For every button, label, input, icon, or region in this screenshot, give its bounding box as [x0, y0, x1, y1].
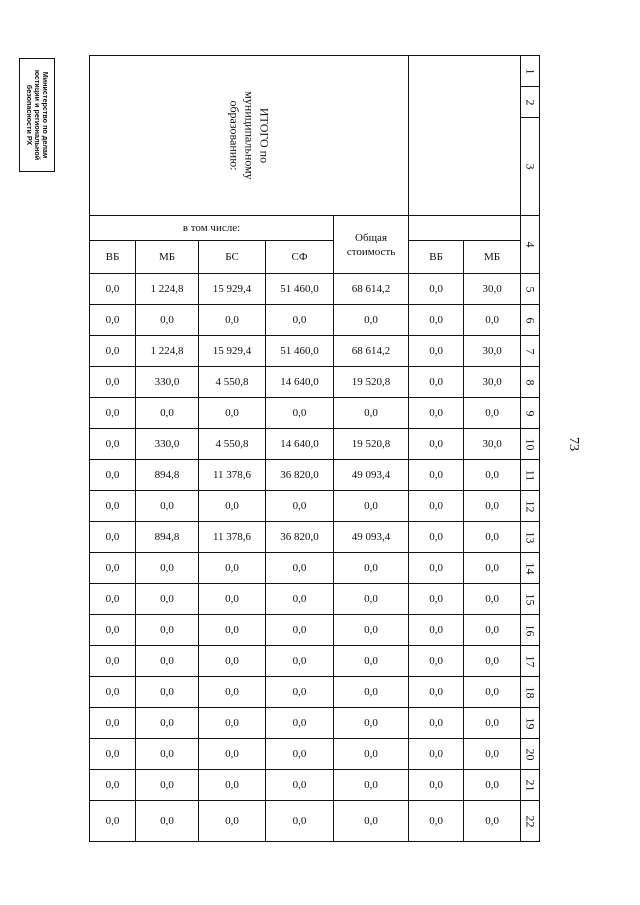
- row-index-label: 9: [523, 410, 538, 416]
- col-header-mb: МБ: [136, 241, 199, 274]
- value-right-mb: 30,0: [464, 367, 521, 398]
- index-cell: 4: [521, 216, 540, 274]
- row-index-label: 14: [523, 562, 538, 574]
- value-bs: 0,0: [199, 305, 266, 336]
- value-vb: 0,0: [90, 770, 136, 801]
- value-right-vb: 0,0: [409, 305, 464, 336]
- value-mb: 0,0: [136, 491, 199, 522]
- value-sf: 51 460,0: [266, 274, 334, 305]
- value-total: 0,0: [334, 584, 409, 615]
- in-total-label: в том числе:: [90, 216, 334, 241]
- table-body: [90, 274, 540, 842]
- value-right-mb: 0,0: [464, 305, 521, 336]
- row-index: [521, 367, 540, 398]
- value-sf: 0,0: [266, 553, 334, 584]
- value-total: 0,0: [334, 708, 409, 739]
- col-header-bs: БС: [199, 241, 266, 274]
- row-index-label: 16: [523, 624, 538, 636]
- value-mb: 0,0: [136, 646, 199, 677]
- value-bs: 11 378,6: [199, 522, 266, 553]
- table-row: [90, 336, 540, 367]
- col-header-right-mb: МБ: [464, 241, 521, 274]
- row-index: [521, 460, 540, 491]
- value-right-mb: 0,0: [464, 646, 521, 677]
- row-index-label: 20: [523, 748, 538, 760]
- row-index: [521, 305, 540, 336]
- table-row: [90, 522, 540, 553]
- value-bs: 0,0: [199, 677, 266, 708]
- table-row: [90, 274, 540, 305]
- value-right-mb: 0,0: [464, 677, 521, 708]
- value-mb: 0,0: [136, 553, 199, 584]
- value-right-vb: 0,0: [409, 646, 464, 677]
- value-sf: 0,0: [266, 739, 334, 770]
- value-vb: 0,0: [90, 522, 136, 553]
- budget-table: [89, 55, 540, 842]
- value-total: 0,0: [334, 646, 409, 677]
- value-mb: 330,0: [136, 367, 199, 398]
- value-bs: 0,0: [199, 491, 266, 522]
- table-row: [90, 708, 540, 739]
- value-vb: 0,0: [90, 801, 136, 842]
- value-right-mb: 30,0: [464, 274, 521, 305]
- value-sf: 36 820,0: [266, 522, 334, 553]
- value-mb: 330,0: [136, 429, 199, 460]
- row-index-label: 10: [523, 438, 538, 450]
- value-mb: 1 224,8: [136, 336, 199, 367]
- value-right-vb: 0,0: [409, 522, 464, 553]
- row-index: [521, 646, 540, 677]
- value-sf: 14 640,0: [266, 429, 334, 460]
- value-total: 0,0: [334, 305, 409, 336]
- value-bs: 0,0: [199, 708, 266, 739]
- title-cell: [90, 56, 409, 216]
- value-total: 0,0: [334, 677, 409, 708]
- index-cell: 2: [521, 87, 540, 118]
- row-index-label: 7: [523, 348, 538, 354]
- table-row: [90, 677, 540, 708]
- value-bs: 0,0: [199, 553, 266, 584]
- value-vb: 0,0: [90, 615, 136, 646]
- value-vb: 0,0: [90, 553, 136, 584]
- page-number: 73: [566, 437, 581, 451]
- row-index-label: 8: [523, 379, 538, 385]
- ministry-stamp: [19, 58, 55, 172]
- value-right-vb: 0,0: [409, 615, 464, 646]
- value-total: 0,0: [334, 615, 409, 646]
- table-row: [90, 646, 540, 677]
- row-index-label: 18: [523, 686, 538, 698]
- value-right-mb: 0,0: [464, 398, 521, 429]
- value-mb: 0,0: [136, 801, 199, 842]
- value-sf: 36 820,0: [266, 460, 334, 491]
- row-index-label: 12: [523, 500, 538, 512]
- row-index: [521, 491, 540, 522]
- value-bs: 0,0: [199, 584, 266, 615]
- index-cell: 3: [521, 118, 540, 216]
- table-header: [90, 56, 540, 274]
- header-blank-1: [409, 56, 521, 87]
- table-row: [90, 305, 540, 336]
- table-row: [90, 429, 540, 460]
- value-vb: 0,0: [90, 646, 136, 677]
- value-mb: 0,0: [136, 615, 199, 646]
- value-total: 0,0: [334, 770, 409, 801]
- row-index-label: 11: [523, 469, 538, 481]
- value-mb: 0,0: [136, 584, 199, 615]
- value-vb: 0,0: [90, 491, 136, 522]
- value-bs: 15 929,4: [199, 274, 266, 305]
- row-index: [521, 429, 540, 460]
- value-sf: 51 460,0: [266, 336, 334, 367]
- value-vb: 0,0: [90, 274, 136, 305]
- value-vb: 0,0: [90, 708, 136, 739]
- table-row: [90, 367, 540, 398]
- row-index: [521, 398, 540, 429]
- row-index: [521, 274, 540, 305]
- row-index: [521, 615, 540, 646]
- table-row: [90, 460, 540, 491]
- value-mb: 894,8: [136, 522, 199, 553]
- value-right-mb: 30,0: [464, 336, 521, 367]
- row-index-label: 6: [523, 317, 538, 323]
- value-right-vb: 0,0: [409, 708, 464, 739]
- table-row: [90, 398, 540, 429]
- value-right-vb: 0,0: [409, 336, 464, 367]
- row-index: [521, 553, 540, 584]
- value-bs: 4 550,8: [199, 367, 266, 398]
- row-index-label: 19: [523, 717, 538, 729]
- table-row: [90, 584, 540, 615]
- value-right-vb: 0,0: [409, 584, 464, 615]
- value-vb: 0,0: [90, 336, 136, 367]
- table-row: [90, 553, 540, 584]
- value-total: 68 614,2: [334, 336, 409, 367]
- total-cost-header: Общая стоимость: [334, 216, 409, 274]
- row-index-label: 21: [523, 779, 538, 791]
- row-index-label: 15: [523, 593, 538, 605]
- value-sf: 0,0: [266, 801, 334, 842]
- value-total: 19 520,8: [334, 429, 409, 460]
- row-index: [521, 708, 540, 739]
- value-right-mb: 30,0: [464, 429, 521, 460]
- table-row: [90, 739, 540, 770]
- value-right-mb: 0,0: [464, 584, 521, 615]
- value-sf: 0,0: [266, 491, 334, 522]
- row-index-label: 5: [523, 286, 538, 292]
- value-bs: 0,0: [199, 615, 266, 646]
- value-total: 0,0: [334, 491, 409, 522]
- value-bs: 0,0: [199, 646, 266, 677]
- value-mb: 0,0: [136, 305, 199, 336]
- value-mb: 0,0: [136, 708, 199, 739]
- value-right-vb: 0,0: [409, 801, 464, 842]
- value-mb: 0,0: [136, 398, 199, 429]
- table-title: ИТОГО по муниципальному образованию:: [227, 91, 272, 180]
- row-index: [521, 770, 540, 801]
- value-bs: 0,0: [199, 739, 266, 770]
- row-index: [521, 801, 540, 842]
- value-bs: 0,0: [199, 398, 266, 429]
- value-sf: 0,0: [266, 708, 334, 739]
- row-index-label: 22: [523, 815, 538, 827]
- value-right-mb: 0,0: [464, 801, 521, 842]
- value-right-vb: 0,0: [409, 491, 464, 522]
- value-total: 68 614,2: [334, 274, 409, 305]
- value-right-vb: 0,0: [409, 274, 464, 305]
- value-vb: 0,0: [90, 739, 136, 770]
- value-mb: 894,8: [136, 460, 199, 491]
- value-vb: 0,0: [90, 305, 136, 336]
- value-vb: 0,0: [90, 429, 136, 460]
- col-header-sf: СФ: [266, 241, 334, 274]
- value-mb: 0,0: [136, 770, 199, 801]
- row-index: [521, 584, 540, 615]
- header-blank-2: [409, 87, 521, 118]
- value-vb: 0,0: [90, 584, 136, 615]
- value-total: 19 520,8: [334, 367, 409, 398]
- right-group-blank: [409, 216, 521, 241]
- value-right-vb: 0,0: [409, 677, 464, 708]
- value-right-mb: 0,0: [464, 739, 521, 770]
- table-row: [90, 801, 540, 842]
- value-sf: 0,0: [266, 646, 334, 677]
- row-index: [521, 522, 540, 553]
- value-sf: 0,0: [266, 398, 334, 429]
- value-mb: 0,0: [136, 677, 199, 708]
- value-right-vb: 0,0: [409, 553, 464, 584]
- row-index: [521, 677, 540, 708]
- value-sf: 0,0: [266, 770, 334, 801]
- value-bs: 0,0: [199, 801, 266, 842]
- value-mb: 1 224,8: [136, 274, 199, 305]
- table-row: [90, 770, 540, 801]
- value-sf: 0,0: [266, 584, 334, 615]
- value-bs: 0,0: [199, 770, 266, 801]
- value-right-mb: 0,0: [464, 615, 521, 646]
- value-mb: 0,0: [136, 739, 199, 770]
- value-bs: 4 550,8: [199, 429, 266, 460]
- value-bs: 11 378,6: [199, 460, 266, 491]
- value-right-vb: 0,0: [409, 739, 464, 770]
- row-index: [521, 739, 540, 770]
- value-vb: 0,0: [90, 677, 136, 708]
- value-right-vb: 0,0: [409, 429, 464, 460]
- value-right-mb: 0,0: [464, 522, 521, 553]
- value-right-vb: 0,0: [409, 770, 464, 801]
- value-total: 0,0: [334, 398, 409, 429]
- row-index-label: 13: [523, 531, 538, 543]
- value-vb: 0,0: [90, 460, 136, 491]
- value-sf: 0,0: [266, 615, 334, 646]
- value-right-vb: 0,0: [409, 367, 464, 398]
- value-vb: 0,0: [90, 367, 136, 398]
- value-bs: 15 929,4: [199, 336, 266, 367]
- value-right-vb: 0,0: [409, 398, 464, 429]
- value-sf: 0,0: [266, 305, 334, 336]
- header-blank-3: [409, 118, 521, 216]
- table-row: [90, 491, 540, 522]
- value-sf: 14 640,0: [266, 367, 334, 398]
- col-header-vb: ВБ: [90, 241, 136, 274]
- col-header-right-vb: ВБ: [409, 241, 464, 274]
- value-right-mb: 0,0: [464, 708, 521, 739]
- value-right-mb: 0,0: [464, 770, 521, 801]
- value-right-mb: 0,0: [464, 553, 521, 584]
- value-total: 49 093,4: [334, 460, 409, 491]
- index-cell: 1: [521, 56, 540, 87]
- value-total: 0,0: [334, 553, 409, 584]
- value-total: 0,0: [334, 801, 409, 842]
- stamp-text: Министерство по делам юстиции и региональной безопасности РХ: [25, 69, 50, 161]
- row-index-label: 17: [523, 655, 538, 667]
- value-total: 49 093,4: [334, 522, 409, 553]
- value-total: 0,0: [334, 739, 409, 770]
- table-row: [90, 615, 540, 646]
- value-vb: 0,0: [90, 398, 136, 429]
- row-index: [521, 336, 540, 367]
- value-right-vb: 0,0: [409, 460, 464, 491]
- value-sf: 0,0: [266, 677, 334, 708]
- value-right-mb: 0,0: [464, 460, 521, 491]
- value-right-mb: 0,0: [464, 491, 521, 522]
